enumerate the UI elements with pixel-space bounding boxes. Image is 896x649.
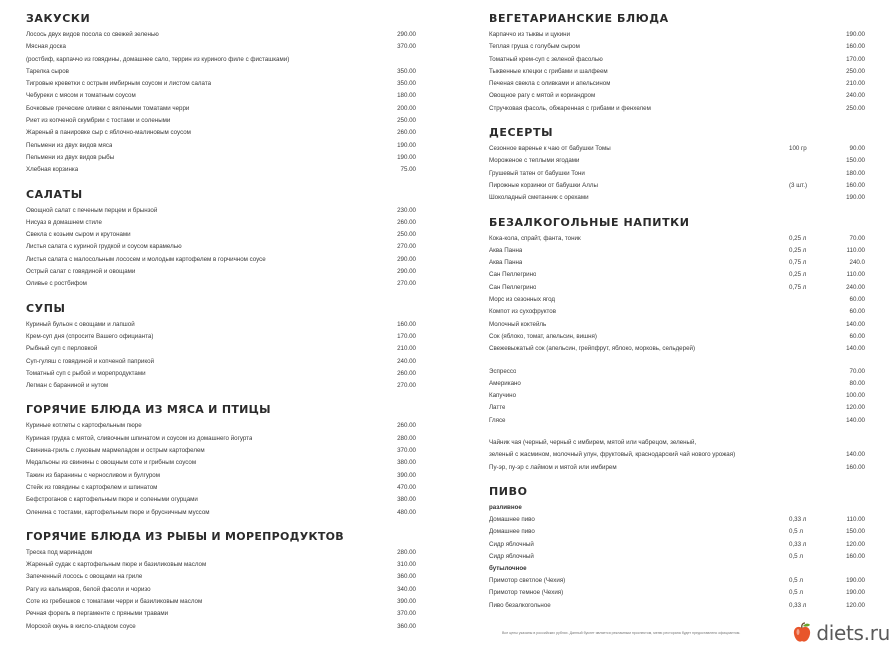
menu-item-price: 100.00 [846, 392, 865, 400]
menu-item-name: Острый салат с говядиной и овощами [26, 268, 136, 276]
menu-item-price: 140.00 [846, 416, 865, 424]
menu-item [489, 103, 873, 115]
menu-item [26, 331, 416, 343]
menu-item-name: Запеченный лосось с овощами на гриле [26, 573, 143, 581]
menu-item [26, 380, 416, 392]
menu-item [26, 266, 416, 278]
menu-item-name: Куриный бульон с овощами и лапшой [26, 320, 135, 328]
menu-item-name: Примотор темное (Чехия) [489, 589, 564, 597]
menu-item [489, 462, 873, 474]
menu-item-price: 160.00 [397, 320, 416, 328]
menu-item-size: 0,25 л [789, 271, 807, 279]
menu-item [489, 331, 873, 343]
menu-item [26, 608, 416, 620]
apple-logo-icon [791, 622, 813, 644]
menu-item-name: Куриные котлеты с картофельным пюре [26, 422, 142, 430]
menu-item-name: Шоколадный сметанник с орехами [489, 194, 589, 202]
menu-section [26, 300, 416, 393]
menu-item-price: 170.00 [397, 332, 416, 340]
menu-item [489, 526, 873, 538]
menu-item-price: 260.00 [397, 369, 416, 377]
menu-item [26, 78, 416, 90]
menu-item [26, 433, 416, 445]
menu-item-price: 140.00 [846, 451, 865, 459]
menu-item-price: 150.00 [846, 157, 865, 165]
menu-item-price: 110.00 [846, 246, 865, 254]
menu-item-price: 270.00 [397, 280, 416, 288]
menu-item [489, 66, 873, 78]
menu-item-name: Жареный в панировке сыр с яблочно-малиновым соусом [26, 129, 191, 137]
menu-item-name: Стручковая фасоль, обжаренная с грибами и фенхелем [489, 104, 651, 112]
menu-item [489, 437, 873, 449]
menu-item [26, 319, 416, 331]
menu-item-price: 170.00 [846, 55, 865, 63]
menu-item [489, 514, 873, 526]
menu-item-price: 120.00 [846, 540, 865, 548]
menu-item [489, 390, 873, 402]
menu-item-price: 280.00 [397, 434, 416, 442]
menu-item-price: 360.00 [397, 573, 416, 581]
menu-item-price: 250.00 [846, 104, 865, 112]
menu-item-name: Печеная свекла с оливками и апельсином [489, 80, 611, 88]
menu-item-name: Пирожные корзинки от бабушки Аллы [489, 181, 598, 189]
menu-item-name: Молочный коктейль [489, 320, 547, 328]
menu-item-name: Медальоны из свинины с овощным соте и грибным соусом [26, 459, 197, 467]
menu-item-price: 120.00 [846, 404, 865, 412]
menu-item [489, 366, 873, 378]
menu-item [489, 90, 873, 102]
menu-item-price: 140.00 [846, 345, 865, 353]
subheading-draft: разливное [489, 503, 522, 511]
menu-item-name: Томатный суп с рыбой и морепродуктами [26, 369, 146, 377]
menu-item-name: (ростбиф, карпаччо из говядины, домашнее сало, террин из куриного филе с фисташками) [26, 55, 290, 63]
menu-section [26, 10, 416, 177]
menu-item-name: Домашнее пиво [489, 528, 535, 536]
section-heading: ВЕГЕТАРИАНСКИЕ БЛЮДА [489, 12, 669, 25]
menu-item [489, 402, 873, 414]
menu-item-price: 160.00 [846, 463, 865, 471]
menu-item-price: 120.00 [846, 601, 865, 609]
menu-item-price: 210.00 [397, 345, 416, 353]
menu-item [489, 192, 873, 204]
menu-item-price: 340.00 [397, 585, 416, 593]
menu-item [26, 470, 416, 482]
menu-item-price: 160.00 [846, 181, 865, 189]
menu-item-size: 0,25 л [789, 234, 807, 242]
menu-item-size: 0,5 л [789, 528, 803, 536]
menu-item-price: 260.00 [397, 218, 416, 226]
menu-item-name: Бефстроганов с картофельным пюре и солеными огурцами [26, 496, 198, 504]
menu-section [489, 483, 873, 612]
menu-item-name: Треска под маринадом [26, 548, 93, 556]
divider [489, 427, 873, 437]
menu-item [26, 482, 416, 494]
menu-item [489, 143, 873, 155]
menu-item-price: 190.00 [846, 577, 865, 585]
menu-item-price: 470.00 [397, 483, 416, 491]
menu-item-name: Пу-эр, пу-эр с лаймом и мятой или имбирем [489, 463, 617, 471]
menu-item-price: 250.00 [846, 67, 865, 75]
menu-item-price: 480.00 [397, 508, 416, 516]
menu-item-name: Пиво безалкогольное [489, 601, 551, 609]
menu-item-name: Сидр яблочный [489, 552, 534, 560]
menu-item [26, 217, 416, 229]
menu-item [26, 103, 416, 115]
menu-item [489, 551, 873, 563]
menu-item-price: 230.00 [397, 206, 416, 214]
menu-item-name: Риет из копченой скумбрии с тостами и солеными [26, 117, 171, 125]
menu-item-name: Тыквенные клецки с грибами и шалфеем [489, 67, 608, 75]
menu-item [489, 449, 873, 461]
menu-item-price: 140.00 [846, 320, 865, 328]
menu-item-price: 290.00 [397, 268, 416, 276]
menu-item-size: 0,75 л [789, 283, 807, 291]
section-heading: ГОРЯЧИЕ БЛЮДА ИЗ РЫБЫ И МОРЕПРОДУКТОВ [26, 529, 344, 543]
menu-item [26, 420, 416, 432]
menu-item-price: 370.00 [397, 447, 416, 455]
menu-item [489, 245, 873, 257]
menu-item-name: Карпаччо из тыквы и цукини [489, 31, 571, 38]
menu-item-price: 290.00 [397, 31, 416, 38]
section-heading: СУПЫ [26, 301, 66, 315]
menu-section [489, 124, 873, 204]
menu-item-name: Аква Панна [489, 246, 523, 254]
menu-item-name: Крем-суп дня (спросите Вашего официанта) [26, 332, 154, 340]
menu-item-name: Сок (яблоко, томат, апельсин, вишня) [489, 332, 597, 340]
menu-item [26, 343, 416, 355]
menu-item-price: 190.00 [397, 153, 416, 161]
menu-item-name: Хлебная корзинка [26, 166, 79, 174]
menu-item-size: 0,33 л [789, 540, 807, 548]
menu-item-price: 270.00 [397, 382, 416, 390]
menu-item-name: Домашнее пиво [489, 515, 535, 523]
menu-item [26, 140, 416, 152]
menu-item-name: Бочковые греческие оливки с вялеными томатами черри [26, 104, 190, 112]
menu-item-name: Грушевый татен от бабушки Тони [489, 169, 585, 177]
section-heading: ГОРЯЧИЕ БЛЮДА ИЗ МЯСА И ПТИЦЫ [26, 403, 271, 417]
menu-item-name: Свежевыжатый сок (апельсин, грейпфрут, яблоко, морковь, сельдерей) [489, 345, 696, 353]
menu-item-size: 0,75 л [789, 259, 807, 267]
menu-item [26, 241, 416, 253]
menu-item-name: Капучино [489, 392, 517, 400]
menu-item-name: Листья салата с куриной грудкой и соусом карамелью [26, 243, 182, 251]
menu-item-name: Тигровые креветки с острым имбирным соусом и листом салата [26, 80, 212, 88]
menu-item-name: Суп-гуляш с говядиной и копченой паприкой [26, 357, 155, 365]
menu-item [26, 90, 416, 102]
menu-item [26, 164, 416, 176]
menu-item-name: Овощное рагу с мятой и кориандром [489, 92, 596, 100]
menu-item-size: (3 шт.) [789, 181, 808, 189]
menu-item-name: Чебуреки с мясом и томатным соусом [26, 92, 136, 100]
menu-item-name: зеленый с жасмином, молочный улун, фруктовый, краснодарский чай нового урожая) [489, 451, 736, 459]
subheading-bottled: бутылочное [489, 565, 527, 573]
menu-item-name: Жареный судак с картофельным пюре и базиликовым маслом [26, 561, 207, 569]
menu-item [489, 600, 873, 612]
menu-item-name: Легман с бараниной и нутом [26, 382, 109, 390]
menu-item-price: 160.00 [846, 43, 865, 51]
section-heading: ЗАКУСКИ [26, 12, 91, 25]
menu-item [26, 66, 416, 78]
menu-item [26, 254, 416, 266]
menu-item-name: Глясе [489, 416, 506, 424]
menu-section [26, 186, 416, 291]
menu-item-price: 370.00 [397, 610, 416, 618]
menu-item-name: Стейк из говядины с картофелем и шпинатом [26, 483, 158, 491]
menu-item-price: 210.00 [846, 80, 865, 88]
menu-item [26, 547, 416, 559]
menu-item-price: 80.00 [849, 379, 865, 387]
menu-item-price: 360.00 [397, 622, 416, 630]
menu-item [26, 205, 416, 217]
menu-item [489, 269, 873, 281]
section-heading: ПИВО [489, 484, 528, 498]
menu-item-name: Тажин из баранины с черносливом и булгуром [26, 471, 161, 479]
menu-item-price: 290.00 [397, 255, 416, 263]
menu-item-price: 190.00 [397, 141, 416, 149]
menu-item [26, 356, 416, 368]
menu-item-name: Речная форель в пергаменте с пряными травами [26, 610, 169, 618]
menu-item-name: Мороженое с теплыми ягодами [489, 157, 580, 165]
menu-item-price: 180.00 [397, 92, 416, 100]
menu-item [489, 587, 873, 599]
menu-item-price: 260.00 [397, 422, 416, 430]
menu-item [26, 445, 416, 457]
menu-item-size: 0,25 л [789, 246, 807, 254]
menu-item [489, 257, 873, 269]
menu-item [26, 41, 416, 53]
brand-watermark[interactable] [791, 621, 890, 645]
menu-item [26, 494, 416, 506]
menu-item-price: 250.00 [397, 117, 416, 125]
menu-item [489, 155, 873, 167]
menu-item-size: 0,33 л [789, 601, 807, 609]
menu-item [26, 229, 416, 241]
menu-item-price: 240.00 [397, 357, 416, 365]
menu-item-name: Листья салата с малосольным лососем и молодым картофелем в горчичном соусе [26, 255, 266, 263]
menu-item-price: 350.00 [397, 67, 416, 75]
menu-item [489, 29, 873, 41]
menu-item-name: Сезонное варенье к чаю от бабушки Томы [489, 145, 611, 153]
menu-item [26, 559, 416, 571]
menu-item [26, 152, 416, 164]
menu-item-name: Тарелка сыров [26, 67, 69, 75]
menu-section [489, 10, 873, 115]
section-heading: ДЕСЕРТЫ [489, 126, 554, 140]
menu-item-name: Овощной салат с печеным перцем и брынзой [26, 206, 158, 214]
menu-item [489, 294, 873, 306]
menu-item-name: Американо [489, 379, 521, 387]
menu-item-name: Оленина с тостами, картофельным пюре и брусничным муссом [26, 508, 210, 516]
menu-left-column [26, 10, 416, 642]
menu-item-price: 190.00 [846, 589, 865, 597]
menu-item-name: Кока-кола, спрайт, фанта, тоник [489, 234, 581, 242]
menu-item-name: Сидр яблочный [489, 540, 534, 548]
menu-item-price: 310.00 [397, 561, 416, 569]
menu-item [489, 233, 873, 245]
menu-item [489, 319, 873, 331]
menu-item [26, 278, 416, 290]
menu-item-size: 0,5 л [789, 577, 803, 585]
menu-item-price: 60.00 [849, 308, 865, 316]
menu-item [26, 596, 416, 608]
menu-item-price: 190.00 [846, 194, 865, 202]
menu-item-name: Пельмени из двух видов мяса [26, 141, 113, 149]
menu-item [26, 368, 416, 380]
menu-item-name: Соте из гребешков с томатами черри и базиликовым маслом [26, 597, 203, 605]
menu-item-name: Сан Пеллегрино [489, 283, 537, 291]
menu-item-name: Морской окунь в кисло-сладком соусе [26, 622, 136, 630]
menu-item [26, 571, 416, 583]
menu-item-price: 190.00 [846, 31, 865, 38]
menu-item-name: Мясная доска [26, 43, 66, 51]
menu-item-price: 110.00 [846, 515, 865, 523]
menu-item-price: 350.00 [397, 80, 416, 88]
menu-item-name: Теплая груша с голубым сыром [489, 43, 580, 51]
menu-item-price: 200.00 [397, 104, 416, 112]
menu-item [26, 457, 416, 469]
menu-item-name: Свинина-гриль с луковым мармеладом и острым картофелем [26, 447, 205, 455]
menu-item [26, 621, 416, 633]
menu-item [26, 507, 416, 519]
menu-item [489, 78, 873, 90]
menu-item-name: Нисуаз в домашнем стиле [26, 218, 102, 226]
menu-item-price: 150.00 [846, 528, 865, 536]
menu-item-name: Томатный крем-суп с зеленой фасолью [489, 55, 603, 63]
divider [489, 356, 873, 366]
menu-item-price: 250.00 [397, 231, 416, 239]
menu-item-price: 370.00 [397, 43, 416, 51]
menu-item-name: Компот из сухофруктов [489, 308, 556, 316]
menu-item [489, 306, 873, 318]
menu-item-size: 0,5 л [789, 552, 803, 560]
menu-item-size: 0,33 л [789, 515, 807, 523]
menu-item-price: 280.00 [397, 548, 416, 556]
menu-item-name: Лосось двух видов посола со свежей зеленью [26, 31, 159, 38]
menu-item [489, 54, 873, 66]
menu-item-price: 90.00 [849, 145, 865, 153]
menu-item-price: 260.00 [397, 129, 416, 137]
menu-item [26, 584, 416, 596]
menu-item-price: 390.00 [397, 471, 416, 479]
brand-name: diets.ru [816, 621, 890, 645]
menu-item-name: Пельмени из двух видов рыбы [26, 153, 115, 161]
menu-item [489, 539, 873, 551]
menu-item-price: 380.00 [397, 496, 416, 504]
menu-item-size: 0,5 л [789, 589, 803, 597]
menu-item-price: 70.00 [849, 234, 865, 242]
menu-item-price: 160.00 [846, 552, 865, 560]
menu-item-name: Свекла с козьим сыром и крутонами [26, 231, 131, 239]
menu-item-price: 240.00 [846, 283, 865, 291]
menu-item-size: 100 гр [789, 145, 807, 153]
menu-section [26, 528, 416, 633]
menu-item-price: 240.0 [849, 259, 865, 267]
menu-item-price: 380.00 [397, 459, 416, 467]
menu-item-name: Морс из сезонных ягод [489, 296, 556, 304]
menu-item [489, 575, 873, 587]
menu-item-price: 180.00 [846, 169, 865, 177]
menu-section [26, 401, 416, 518]
menu-item-name: Оливье с ростбифом [26, 280, 87, 288]
section-heading: БЕЗАЛКОГОЛЬНЫЕ НАПИТКИ [489, 215, 690, 229]
menu-item-price: 75.00 [400, 166, 416, 174]
menu-item [489, 180, 873, 192]
menu-item-price: 70.00 [849, 367, 865, 375]
menu-item-price: 390.00 [397, 597, 416, 605]
menu-right-column [489, 10, 873, 621]
menu-item-name: Примотор светлое (Чехия) [489, 577, 566, 585]
menu-item-name: Аква Панна [489, 259, 523, 267]
menu-section [489, 214, 873, 474]
menu-item [489, 41, 873, 53]
menu-item [489, 415, 873, 427]
section-heading: САЛАТЫ [26, 187, 83, 201]
menu-item-name: Чайник чая (черный, черный с имбирем, мятой или чабрецом, зеленый, [489, 439, 697, 447]
menu-item-name: Куриная грудка с мятой, сливочным шпинатом и соусом из домашнего йогурта [26, 434, 253, 442]
menu-item-name: Рыбный суп с перловкой [26, 345, 98, 353]
menu-item-price: 60.00 [849, 296, 865, 304]
menu-item-price: 110.00 [846, 271, 865, 279]
menu-item-price: 270.00 [397, 243, 416, 251]
footnote: Все цены указаны в российских рублях. Данный буклет является рекламным проспектом, меню ресторана будет предоставлено официантом. [502, 631, 741, 635]
menu-item [489, 343, 873, 355]
menu-item [26, 127, 416, 139]
menu-item [26, 29, 416, 41]
menu-item [26, 115, 416, 127]
menu-item [489, 168, 873, 180]
menu-item-price: 240.00 [846, 92, 865, 100]
menu-item [489, 378, 873, 390]
menu-item-name: Эспрессо [489, 367, 517, 375]
menu-item-price: 60.00 [849, 332, 865, 340]
menu-item [489, 282, 873, 294]
menu-item-name: Рагу из кальмаров, белой фасоли и чоризо [26, 585, 151, 593]
menu-item [26, 54, 416, 66]
menu-item-name: Латте [489, 404, 506, 412]
menu-item-name: Сан Пеллегрино [489, 271, 537, 279]
